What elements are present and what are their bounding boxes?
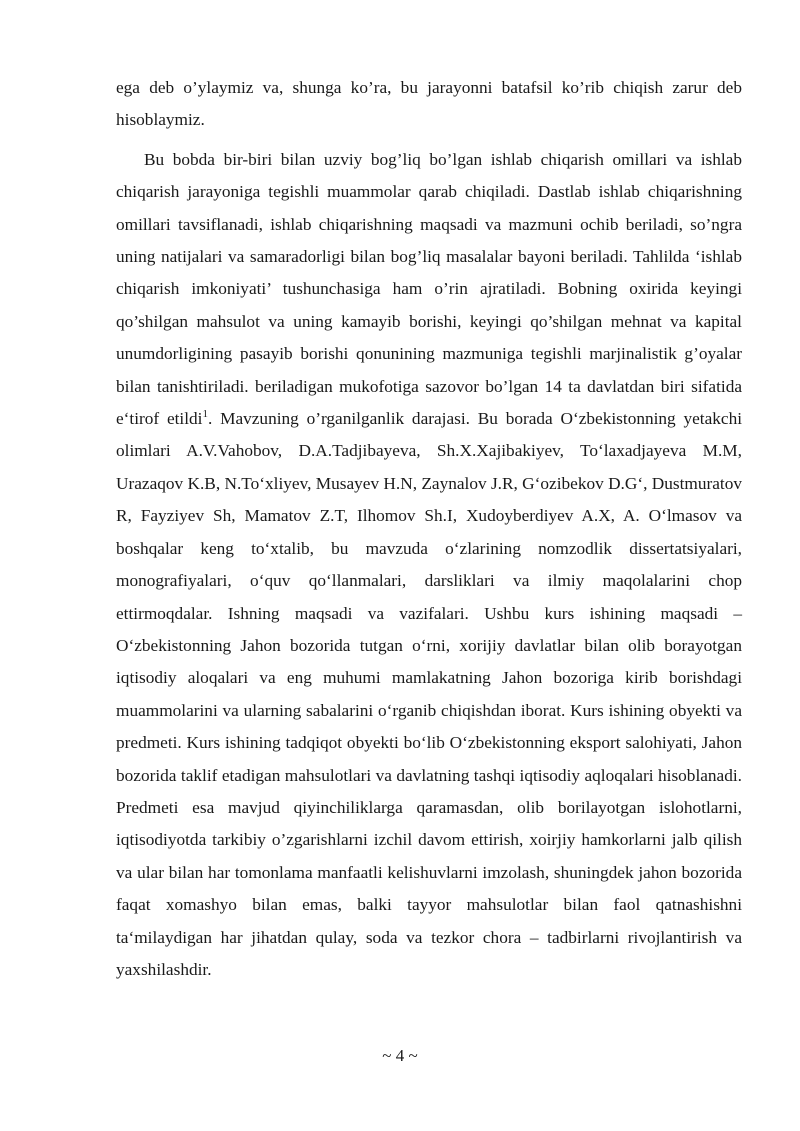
paragraph-main-text-before-footnote: Bu bobda bir-biri bilan uzviy bog’liq bo’lgan ishlab chiqarish omillari va ishlab chiqarish jarayoniga tegishli muammolar qarab chiqiladi. Dastlab ishlab chiqarishning omillari tavsiflanadi, ishlab chiqarishning maqsadi va mazmuni ochib beriladi, so’ngra uning natijalari va samaradorligi bilan bog’liq masalalar bayoni beriladi. Tahlilda ‘ishlab chiqarish imkoniyati’ tushunchasiga ham o’rin ajratiladi. Bobning oxirida keyingi qo’shilgan mahsulot va uning kamayib borishi, keyingi qo’shilgan mehnat va kapital unumdorligining pasayib borishi qonunining mazmuniga tegishli marjinalistik g’oyalar bilan tanishtiriladi. beriladigan mukofotiga sazovor bo’lgan 14 ta davlatdan biri sifatida e‘tirof etildi [116,149,742,429]
paragraph-main [116,144,742,987]
page-number: ~ 4 ~ [382,1046,418,1065]
paragraph-continuation: ega deb o’ylaymiz va, shunga ko’ra, bu jarayonni batafsil ko’rib chiqish zarur deb hisoblaymiz. [116,78,742,130]
footnote-reference[interactable]: 1 [202,408,208,421]
paragraph-main-text-after-footnote: . Mavzuning o’rganilganlik darajasi. Bu borada O‘zbekistonning yetakchi olimlari A.V.Vahobov, D.A.Tadjibayeva, Sh.X.Xajibakiyev, To‘laxadjayeva M.M, Urazaqov K.B, N.To‘xliyev, Musayev H.N, Zaynalov J.R, G‘ozibekov D.G‘, Dustmuratov R, Fayziyev Sh, Mamatov Z.T, Ilhomov Sh.I, Xudoyberdiyev A.X, A. O‘lmasov va boshqalar keng to‘xtalib, bu mavzuda o‘zlarining nomzodlik dissertatsiyalari, monografiyalari, o‘quv qo‘llanmalari, darsliklari va ilmiy maqolalarini chop ettirmoqdalar. Ishning maqsadi va vazifalari. Ushbu kurs ishining maqsadi – O‘zbekistonning Jahon bozorida tutgan o‘rni, xorijiy davlatlar bilan olib borayotgan iqtisodiy aloqalari va eng muhumi mamlakatning Jahon bozoriga kirib borishdagi muammolarini va ularning sabalarini o‘rganib chiqishdan iborat. Kurs ishining obyekti va predmeti. Kurs ishining tadqiqot obyekti bo‘lib O‘zbekistonning eksport salohiyati, Jahon bozorida taklif etadigan mahsulotlari va davlatning tashqi iqtisodiy aqloqalari hisoblanadi. Predmeti esa mavjud qiyinchiliklarga qaramasdan, olib borilayotgan islohotlarni, iqtisodiyotda tarkibiy o’zgarishlarni izchil davom ettirish, xoirjiy hamkorlarni jalb qilish va ular bilan har tomonlama manfaatli kelishuvlarni imzolash, shuningdek jahon bozorida faqat xomashyo bilan emas, balki tayyor mahsulotlar bilan faol qatnashishni ta‘milaydigan har jihatdan qulay, soda va tezkor chora – tadbirlarni rivojlantirish va yaxshilashdir. [116,409,743,979]
document-page [116,72,742,986]
